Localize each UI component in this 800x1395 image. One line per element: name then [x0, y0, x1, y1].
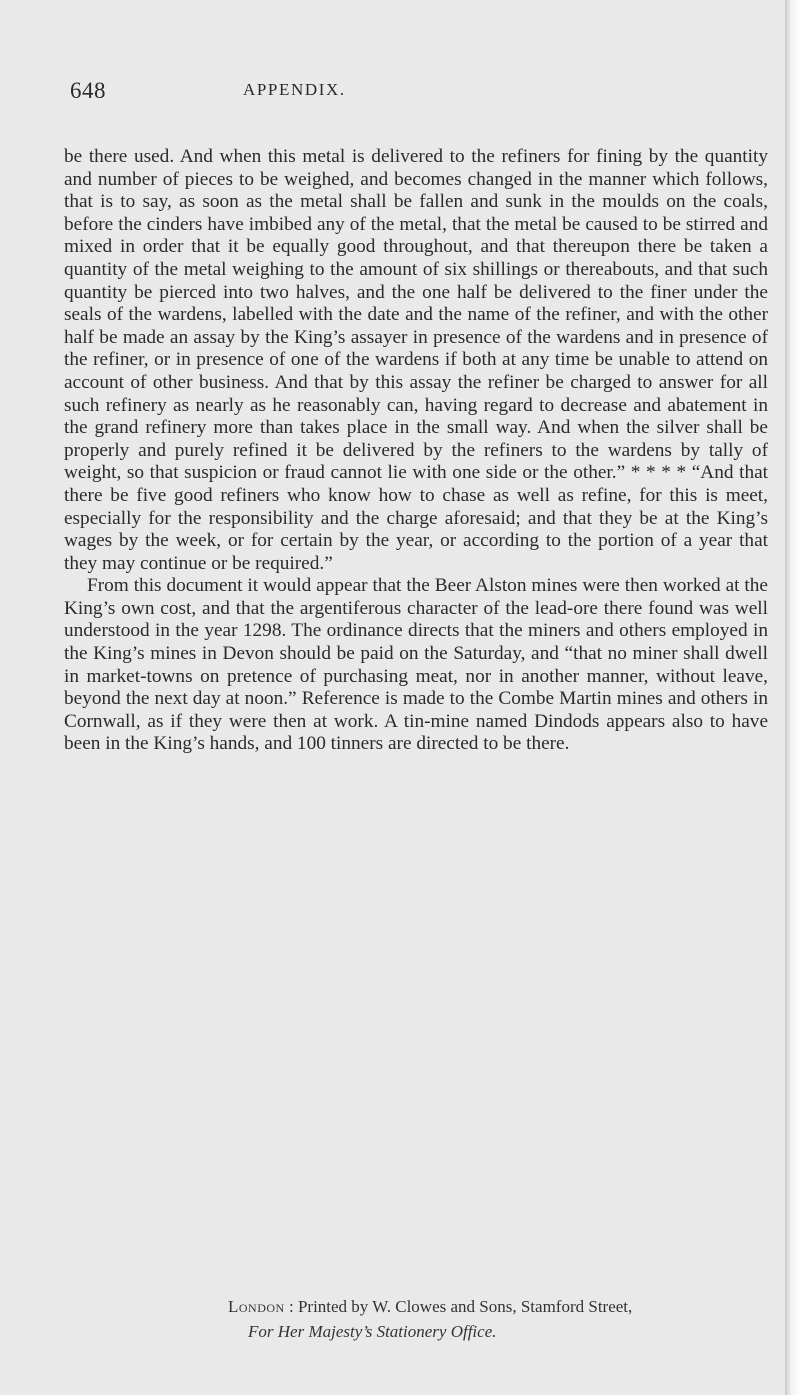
imprint-office-line: For Her Majesty’s Stationery Office.	[248, 1322, 497, 1341]
imprint-printer-line	[228, 1294, 768, 1319]
imprint-printer: Printed by W. Clowes and Sons, Stamford Street,	[297, 1297, 633, 1316]
running-title: APPENDIX.	[243, 80, 346, 99]
paragraph-continuation: be there used. And when this metal is delivered to the refiners for fining by the quantity and number of pieces to be weighed, and becomes changed in the manner which follows, that is to say, as soon as the metal shall be fallen and sunk in the moulds on the coals, before the cinders have imbibed any of the metal, that the metal be caused to be stirred and mixed in order that it be equally good throughout, and that thereupon there be taken a quantity of the metal weighing to the amount of six shillings or thereabouts, and that such quantity be pierced into two halves, and the one half be delivered to the finer under the seals of the wardens, labelled with the date and the name of the refiner, and with the other half be made an assay by the King’s assayer in presence of the wardens and in presence of the refiner, or in presence of one of the wardens if both at any time be unable to attend on account of other business. And that by this assay the refiner be charged to answer for all such refinery as nearly as he reasonably can, having regard to decrease and abatement in the grand refinery more than takes place in the small way. And when the silver shall be properly and purely refined it be delivered by the refiners to the wardens by tally of weight, so that suspicion or fraud cannot lie with one side or the other.” * * * * “And that there be five good refiners who know how to chase as well as refine, for this is meet, especially for the responsibility and the charge aforesaid; and that they be at the King’s wages by the week, or for certain by the year, or according to the portion of a year that they may continue or be required.”	[64, 146, 768, 574]
paragraph-beer-alston: From this document it would appear that the Beer Alston mines were then worked at the King’s own cost, and that the argentiferous character of the lead-ore there found was well understood in the year 1298. The ordinance directs that the miners and others employed in the King’s mines in Devon should be paid on the Saturday, and “that no miner shall dwell in market-towns on pretence of purchasing meat, nor in another manner, without leave, beyond the next day at noon.” Reference is made to the Combe Martin mines and others in Cornwall, as if they were then at work. A tin-mine named Dindods appears also to have been in the King’s hands, and 100 tinners are directed to be there.	[64, 575, 768, 755]
page-edge	[785, 0, 800, 1395]
page-number: 648	[70, 78, 106, 103]
printer-imprint	[228, 1294, 768, 1344]
running-head	[70, 78, 710, 108]
imprint-place: London	[228, 1297, 285, 1316]
imprint-colon: :	[288, 1297, 298, 1316]
body-text	[64, 146, 768, 756]
